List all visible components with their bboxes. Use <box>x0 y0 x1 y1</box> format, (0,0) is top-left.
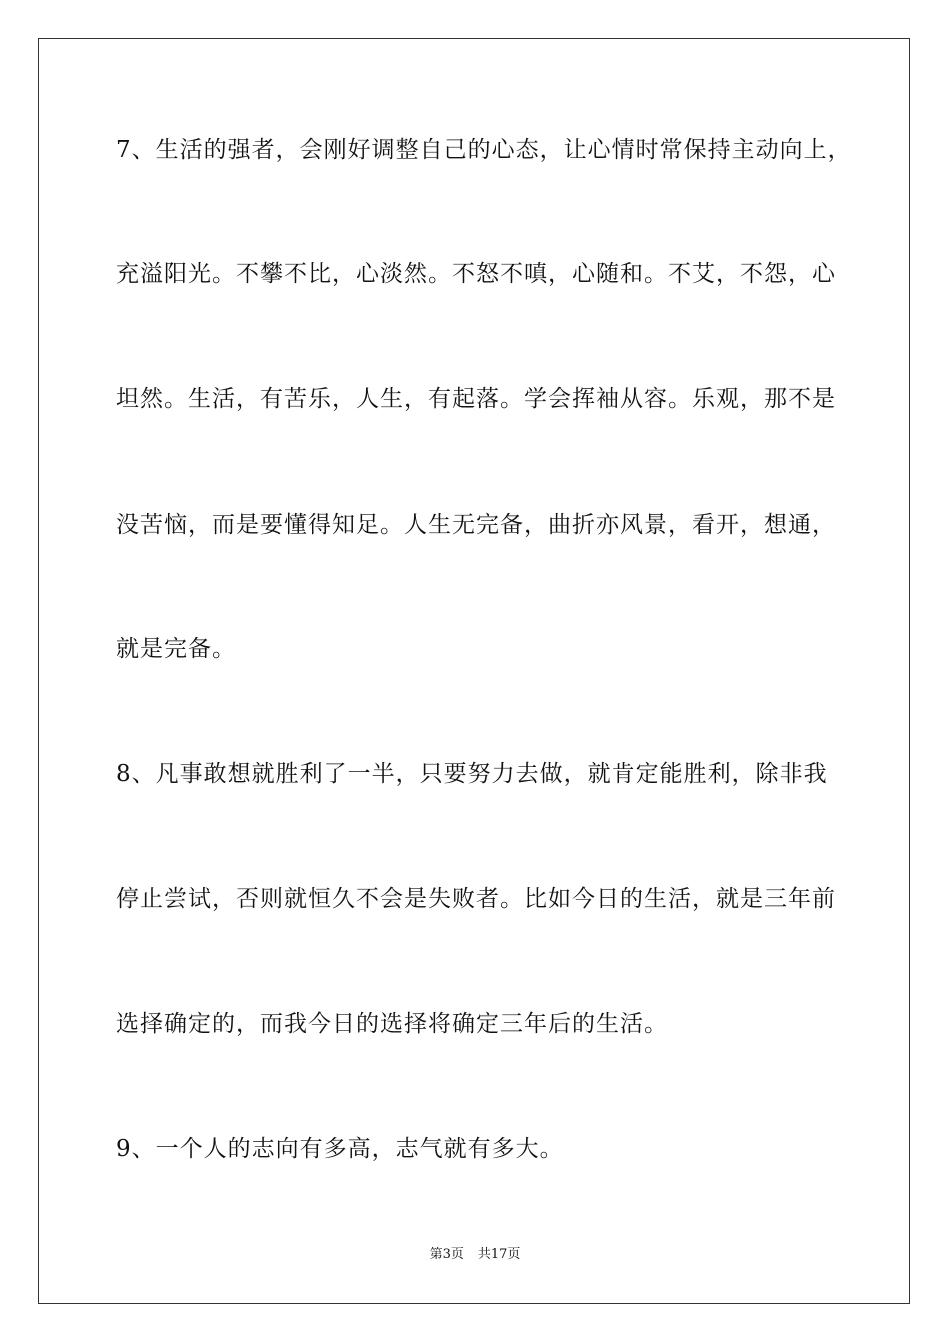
text-line: 选择确定的，而我今日的选择将确定三年后的生活。 <box>116 1011 668 1037</box>
page-number: 第3页 <box>429 1247 464 1262</box>
text-line: 没苦恼，而是要懂得知足。人生无完备，曲折亦风景，看开，想通， <box>116 512 836 538</box>
page-total: 共17页 <box>477 1247 521 1262</box>
page-frame <box>38 38 910 1304</box>
text-line: 停止尝试，否则就恒久不会是失败者。比如今日的生活，就是三年前 <box>116 886 836 912</box>
text-line: 9、一个人的志向有多高，志气就有多大。 <box>116 1136 564 1162</box>
text-line: 7、生活的强者，会刚好调整自己的心态，让心情时常保持主动向上， <box>116 137 852 163</box>
text-line: 坦然。生活，有苦乐，人生，有起落。学会挥袖从容。乐观，那不是 <box>116 386 836 412</box>
text-line: 就是完备。 <box>116 636 236 662</box>
page-footer <box>0 1246 950 1264</box>
text-line: 充溢阳光。不攀不比，心淡然。不怒不嗔，心随和。不艾，不怨，心 <box>116 261 836 287</box>
text-line: 8、凡事敢想就胜利了一半，只要努力去做，就肯定能胜利，除非我 <box>116 761 828 787</box>
